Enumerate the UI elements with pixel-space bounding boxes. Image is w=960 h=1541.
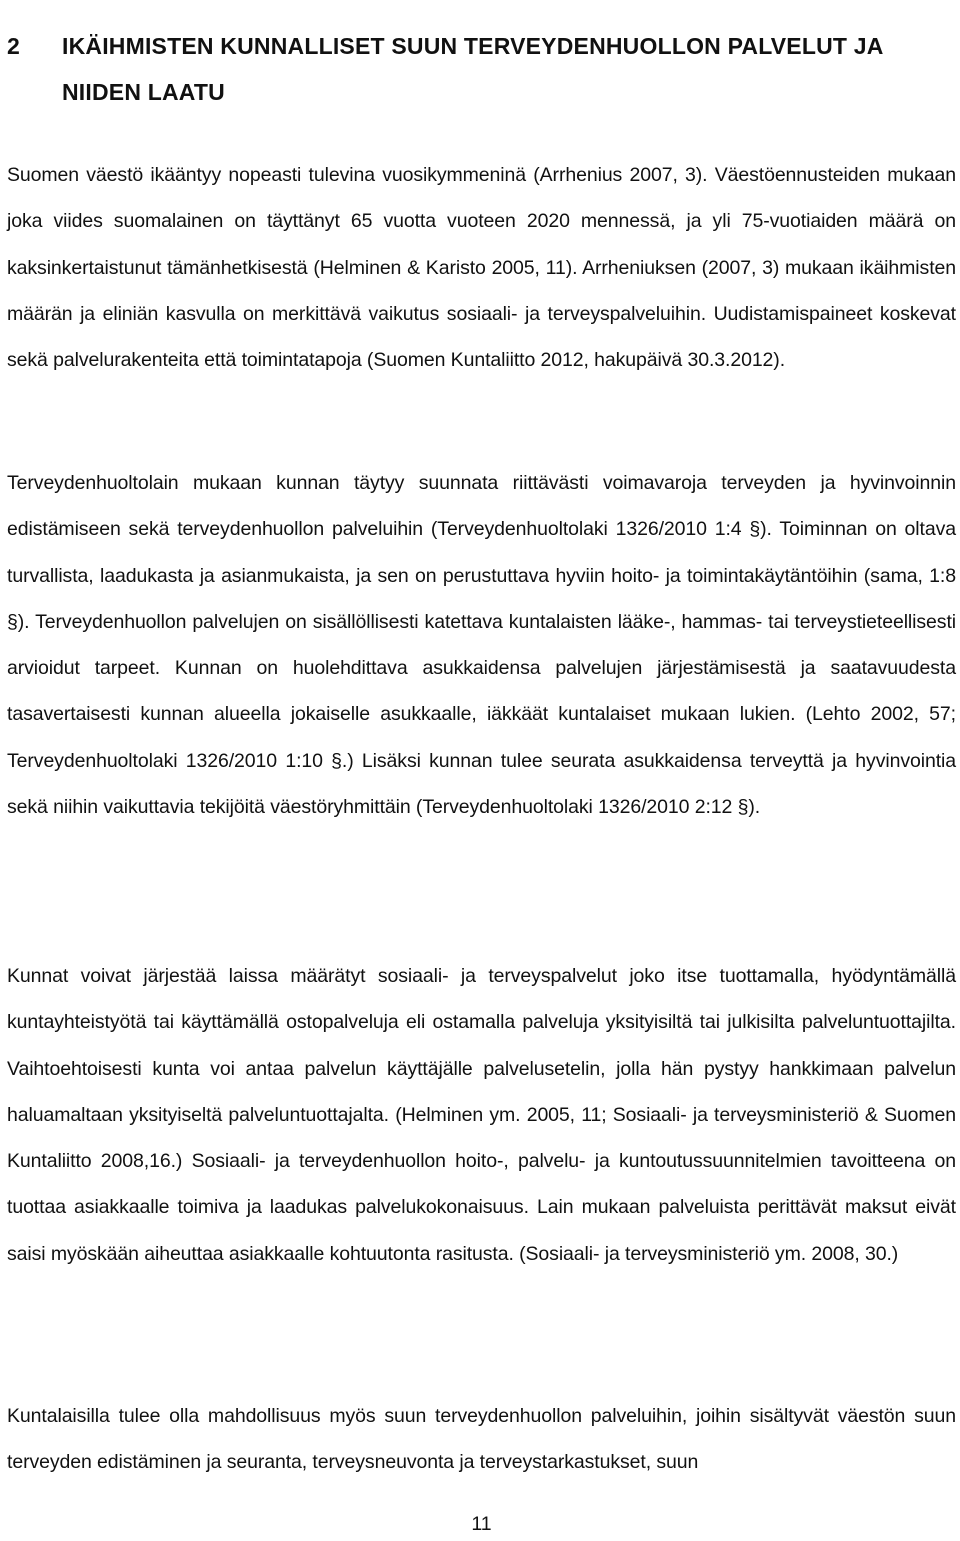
page-number: 11 bbox=[471, 1513, 492, 1535]
section-number: 2 bbox=[7, 33, 20, 60]
body-paragraph-1: Suomen väestö ikääntyy nopeasti tulevina vuosikymmeninä (Arrhenius 2007, 3). Väestöennusteiden mukaan joka viides suomalainen on täyttänyt 65 vuotta vuoteen 2020 mennessä, ja yli 75-vuotiaiden määrä on kaksinkertaistunut tämänhetkisestä (Helminen & Karisto 2005, 11). Arrheniuksen (2007, 3) mukaan ikäihmisten määrän ja eliniän kasvulla on merkittävä vaikutus sosiaali- ja terveyspalveluihin. Uudistamispaineet koskevat sekä palvelurakenteita että toimintatapoja (Suomen Kuntaliitto 2012, hakupäivä 30.3.2012). bbox=[7, 164, 956, 372]
body-paragraph-2: Terveydenhuoltolain mukaan kunnan täytyy suunnata riittävästi voimavaroja terveyden ja hyvinvoinnin edistämiseen sekä terveydenhuollon palveluihin (Terveydenhuoltolaki 1326/2010 1:4 §). Toiminnan on oltava turvallista, laadukasta ja asianmukaista, ja sen on perustuttava hyviin hoito- ja toimintakäytäntöihin (sama, 1:8 §). Terveydenhuollon palvelujen on sisällöllisesti katettava kuntalaisten lääke-, hammas- tai terveystieteellisesti arvioidut tarpeet. Kunnan on huolehdittava asukkaidensa palvelujen järjestämisestä ja saatavuudesta tasavertaisesti kunnan alueella jokaiselle asukkaalle, iäkkäät kuntalaiset mukaan lukien. (Lehto 2002, 57; Terveydenhuoltolaki 1326/2010 1:10 §.) Lisäksi kunnan tulee seurata asukkaidensa terveyttä ja hyvinvointia sekä niihin vaikuttavia tekijöitä väestöryhmittäin (Terveydenhuoltolaki 1326/2010 2:12 §). bbox=[7, 472, 956, 819]
section-title: IKÄIHMISTEN KUNNALLISET SUUN TERVEYDENHUOLLON PALVELUT JA NIIDEN LAATU bbox=[62, 33, 883, 106]
document-page bbox=[7, 0, 956, 1541]
body-paragraph-4: Kuntalaisilla tulee olla mahdollisuus myös suun terveydenhuollon palveluihin, joihin sisältyvät väestön suun terveyden edistäminen ja seuranta, terveysneuvonta ja terveystarkastukset, suun bbox=[7, 1405, 956, 1474]
body-paragraph-3: Kunnat voivat järjestää laissa määrätyt sosiaali- ja terveyspalvelut joko itse tuottamalla, hyödyntämällä kuntayhteistyötä tai käyttämällä ostopalveluja eli ostamalla palveluja yksityisiltä tai julkisilta palveluntuottajilta. Vaihtoehtoisesti kunta voi antaa palvelun käyttäjälle palvelusetelin, jolla hän pystyy hankkimaan palvelun haluamaltaan yksityiseltä palveluntuottajalta. (Helminen ym. 2005, 11; Sosiaali- ja terveysministeriö & Suomen Kuntaliitto 2008,16.) Sosiaali- ja terveydenhuollon hoito-, palvelu- ja kuntoutussuunnitelmien tavoitteena on tuottaa asiakkaalle toimiva ja laadukas palvelukokonaisuus. Lain mukaan palveluista perittävät maksut eivät saisi myöskään aiheuttaa asiakkaalle kohtuutonta rasitusta. (Sosiaali- ja terveysministeriö ym. 2008, 30.) bbox=[7, 965, 956, 1265]
